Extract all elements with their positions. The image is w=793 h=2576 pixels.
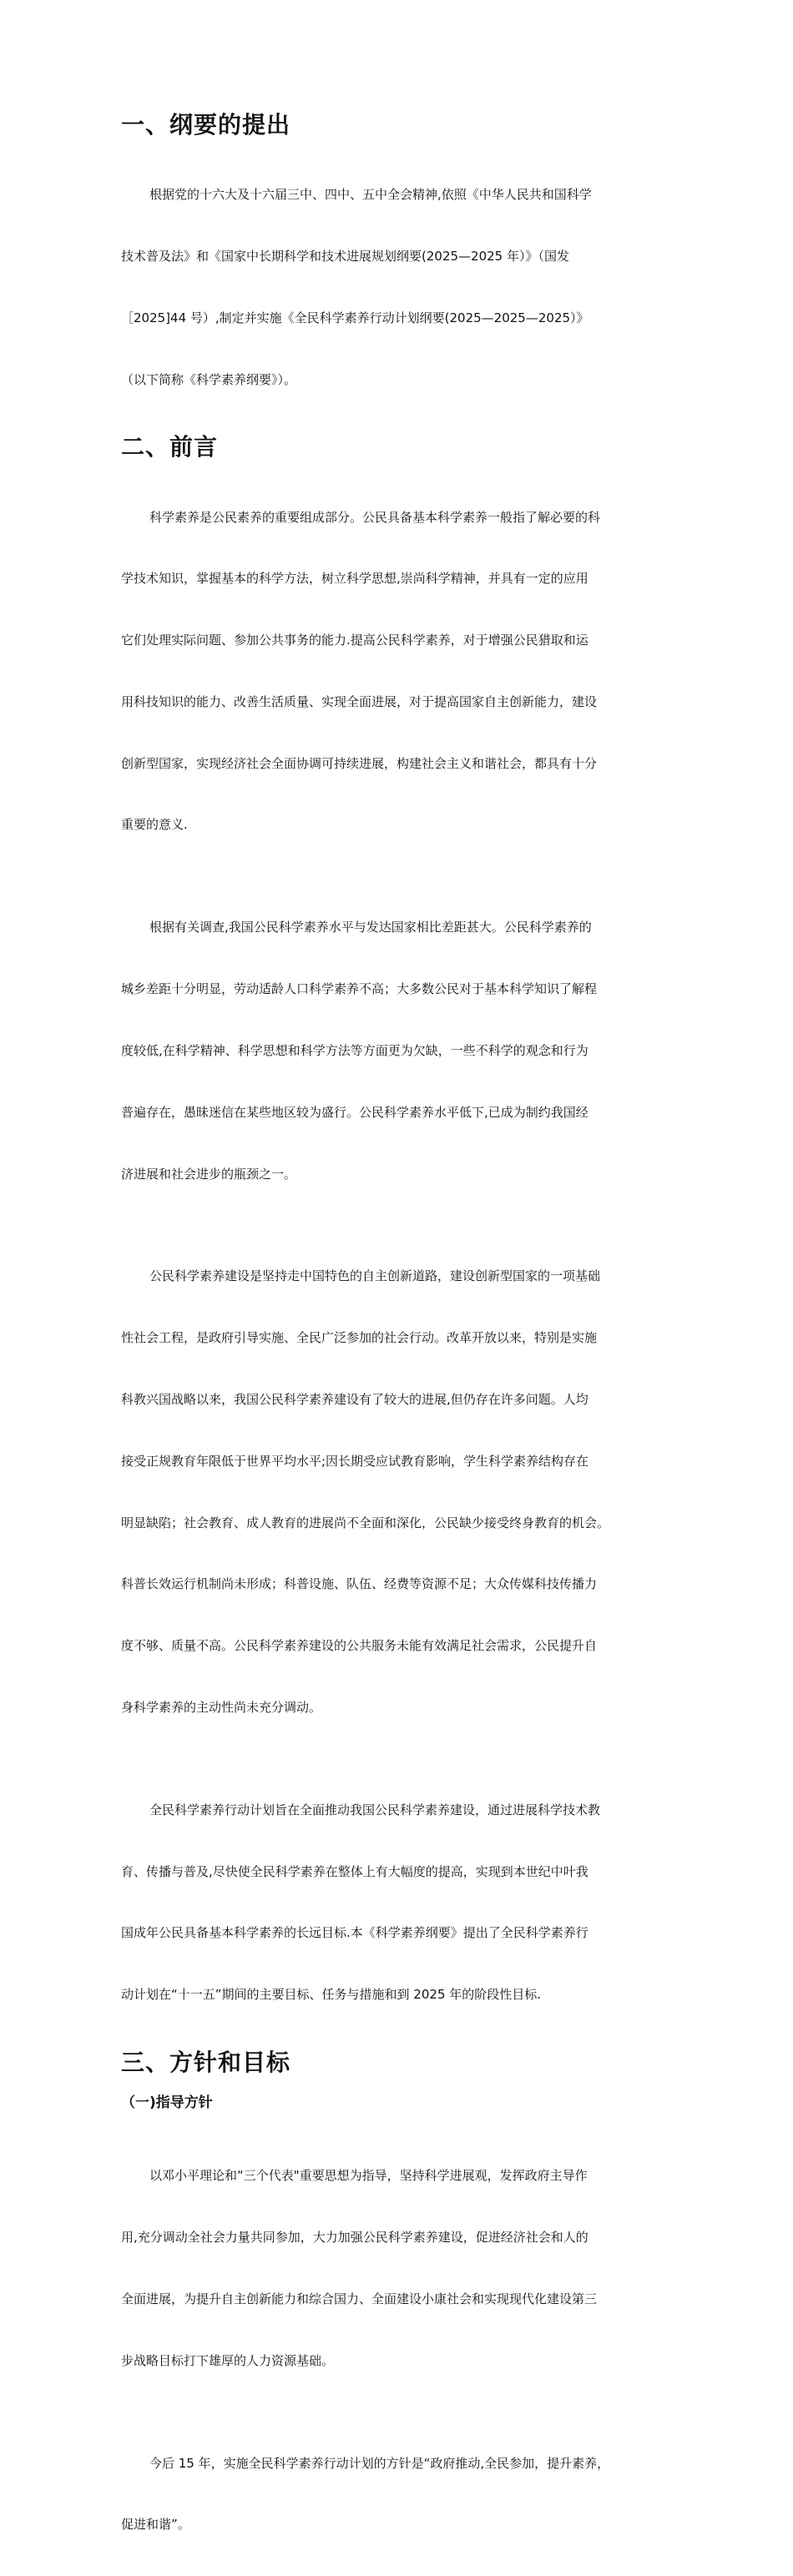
section-heading-2: 二、前言 [121, 433, 219, 461]
paragraph-line: 创新型国家，实现经济社会全面协调可持续进展，构建社会主义和谐社会，都具有十分 [121, 755, 598, 771]
paragraph-line: 身科学素养的主动性尚未充分调动。 [121, 1699, 322, 1715]
paragraph [121, 1225, 682, 1758]
paragraph-line: 度较低,在科学精神、科学思想和科学方法等方面更为欠缺，一些不科学的观念和行为 [121, 1042, 588, 1058]
paragraph-line: ［2025]44 号）,制定并实施《全民科学素养行动计划纲要(2025—2025—2025）》 [121, 310, 589, 325]
paragraph-line: 全民科学素养行动计划旨在全面推动我国公民科学素养建设，通过进展科学技术教 [149, 1802, 601, 1817]
paragraph-line: 动计划在“十一五”期间的主要目标、任务与措施和到 2025 年的阶段性目标. [121, 1987, 542, 2003]
subsection-heading: （一)指导方针 [121, 2095, 213, 2112]
paragraph-line: 科教兴国战略以来，我国公民科学素养建设有了较大的进展,但仍存在许多问题。人均 [121, 1392, 588, 1408]
paragraph-line: 明显缺陷；社会教育、成人教育的进展尚不全面和深化，公民缺少接受终身教育的机会。 [121, 1515, 610, 1530]
paragraph [121, 2412, 682, 2576]
paragraph-line: 根据有关调查,我国公民科学素养水平与发达国家相比差距甚大。公民科学素养的 [149, 920, 592, 935]
paragraph [121, 144, 682, 431]
paragraph-line: 用,充分调动全社会力量共同参加，大力加强公民科学素养建设，促进经济社会和人的 [121, 2230, 588, 2245]
paragraph-line: 科普长效运行机制尚未形成；科普设施、队伍、经费等资源不足；大众传媒科技传播力 [121, 1576, 598, 1592]
paragraph-line: 普遍存在，愚昧迷信在某些地区较为盛行。公民科学素养水平低下,已成为制约我国经 [121, 1104, 588, 1120]
paragraph-line: 度不够、质量不高。公民科学素养建设的公共服务未能有效满足社会需求，公民提升自 [121, 1638, 598, 1654]
paragraph-line: 根据党的十六大及十六届三中、四中、五中全会精神,依照《中华人民共和国科学 [149, 187, 592, 203]
paragraph-line: 步战略目标打下雄厚的人力资源基础。 [121, 2352, 335, 2368]
paragraph-line: 育、传播与普及,尽快使全民科学素养在整体上有大幅度的提高，实现到本世纪中叶我 [121, 1863, 588, 1879]
section-heading-3: 三、方针和目标 [121, 2049, 291, 2077]
paragraph-line: 国成年公民具备基本科学素养的长远目标.本《科学素养纲要》提出了全民科学素养行 [121, 1925, 588, 1941]
paragraph-line: 它们处理实际问题、参加公共事务的能力.提高公民科学素养，对于增强公民猎取和运 [121, 633, 588, 648]
paragraph-line: （以下简称《科学素养纲要》）。 [121, 371, 297, 387]
paragraph-line: 促进和谐”。 [121, 2517, 190, 2533]
paragraph-line: 今后 15 年，实施全民科学素养行动计划的方针是“政府推动,全民参加，提升素养， [149, 2455, 610, 2471]
paragraph-line: 公民科学素养建设是坚持走中国特色的自主创新道路，建设创新型国家的一项基础 [149, 1268, 601, 1284]
paragraph-line: 全面进展，为提升自主创新能力和综合国力、全面建设小康社会和实现现代化建设第三 [121, 2291, 598, 2306]
paragraph-line: 性社会工程，是政府引导实施、全民广泛参加的社会行动。改革开放以来，特别是实施 [121, 1330, 598, 1346]
paragraph-line: 技术普及法》和《国家中长期科学和技术进展规划纲要(2025—2025 年）》（国发 [121, 248, 569, 264]
paragraph [121, 2125, 682, 2412]
paragraph-line: 用科技知识的能力、改善生活质量、实现全面进展，对于提高国家自主创新能力，建设 [121, 693, 598, 709]
paragraph-line: 以邓小平理论和“三个代表"重要思想为指导，坚持科学进展观，发挥政府主导作 [149, 2168, 588, 2184]
paragraph-line: 学技术知识，掌握基本的科学方法，树立科学思想,崇尚科学精神，并具有一定的应用 [121, 571, 588, 587]
document-body [121, 108, 682, 2576]
paragraph-line: 济进展和社会进步的瓶颈之一。 [121, 1166, 297, 1182]
paragraph [121, 876, 682, 1225]
paragraph [121, 466, 682, 876]
section-heading-1: 一、纲要的提出 [121, 111, 291, 139]
paragraph-line: 重要的意义. [121, 817, 188, 833]
paragraph [121, 1759, 682, 2046]
paragraph-line: 科学素养是公民素养的重要组成部分。公民具备基本科学素养一般指了解必要的科 [149, 509, 601, 525]
paragraph-line: 接受正规教育年限低于世界平均水平;因长期受应试教育影响，学生科学素养结构存在 [121, 1453, 589, 1469]
paragraph-line: 城乡差距十分明显，劳动适龄人口科学素养不高；大多数公民对于基本科学知识了解程 [121, 981, 598, 997]
